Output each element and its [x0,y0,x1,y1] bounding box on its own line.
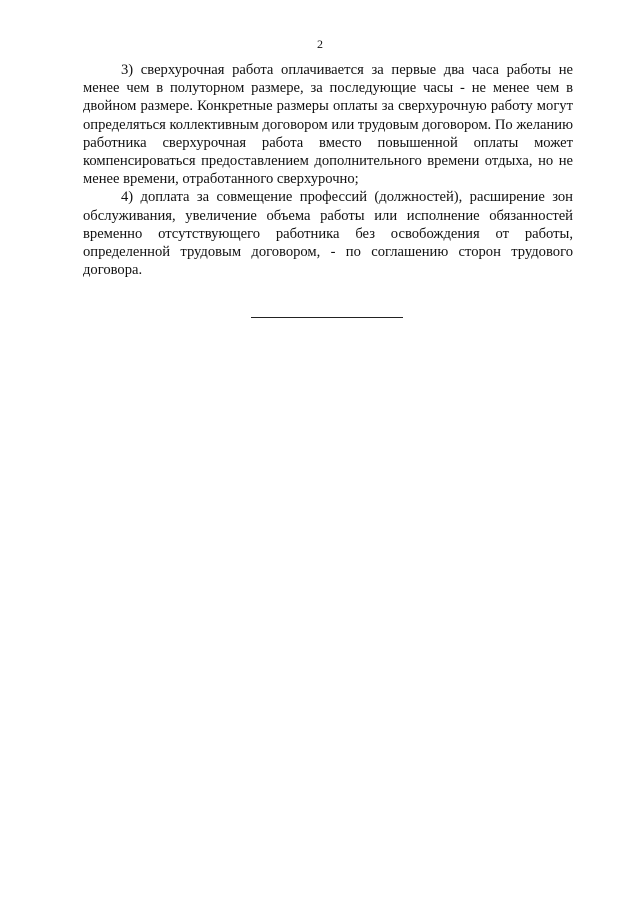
paragraph-combination-pay: 4) доплата за совмещение профессий (должностей), расширение зон обслуживания, увеличение объема работы или исполнение обязанностей временно отсутствующего работника без освобождения от работы, определенной трудовым договором, - по соглашению сторон трудового договора. [83,189,573,279]
paragraph-overtime-pay: 3) сверхурочная работа оплачивается за первые два часа работы не менее чем в полуторном размере, за последующие часы - не менее чем в двойном размере. Конкретные размеры оплаты за сверхурочную работу могут определяться коллективным договором или трудовым договором. По желанию работника сверхурочная работа вместо повышенной оплаты может компенсироваться предоставлением дополнительного времени отдыха, но не менее времени, отработанного сверхурочно; [83,62,573,188]
document-body [83,61,573,279]
page-number: 2 [317,37,323,51]
end-separator-line [251,317,403,318]
